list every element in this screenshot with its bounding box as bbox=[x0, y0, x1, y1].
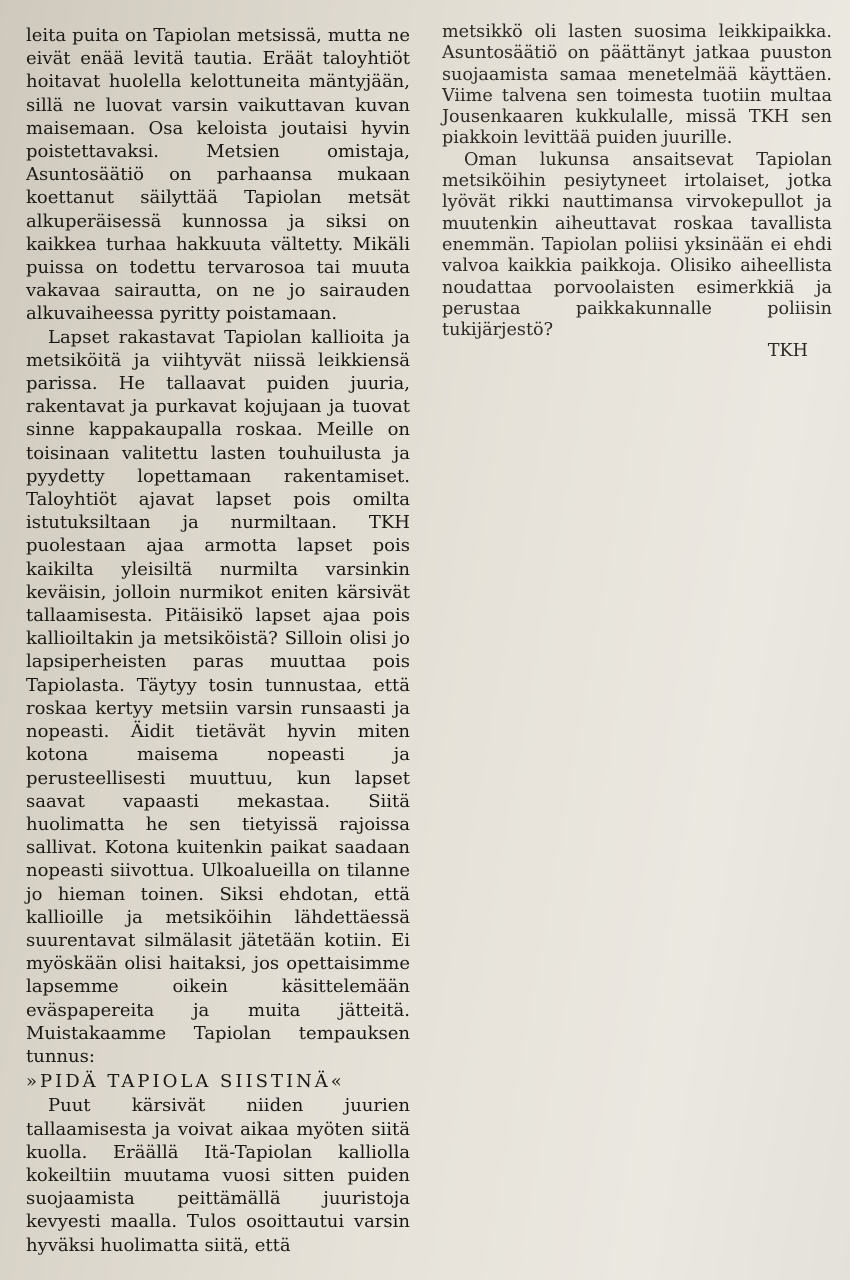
paragraph-tree-protection: metsikkö oli lasten suosima leikkipaikka. Asuntosäätiö on päättänyt jatkaa puuston suojaamista samaa menetelmää käyttäen. Viime talvena sen toimesta tuotiin multaa Jousenkaaren kukkulalle, missä TKH sen piakkoin levittää puiden juurille. bbox=[442, 22, 832, 149]
paragraph-trees-and-forests: leita puita on Tapiolan metsissä, mutta ne eivät enää levitä tautia. Eräät taloyhtiöt hoitavat huolella kelottuneita mäntyjään, sillä ne luovat varsin vaikuttavan kuvan maisemaan. Osa keloista joutaisi hyvin poistettavaksi. Metsien omistaja, Asuntosäätiö on parhaansa mukaan koettanut säilyttää Tapiolan metsät alkuperäisessä kunnossa ja siksi on kaikkea turhaa hakkuuta vältetty. Mikäli puissa on todettu tervarosoa tai muuta vakavaa sairautta, on ne jo sairauden alkuvaiheessa pyritty poistamaan. bbox=[26, 25, 410, 325]
right-column bbox=[442, 22, 832, 363]
paragraph-children-play: Lapset rakastavat Tapiolan kallioita ja metsiköitä ja viihtyvät niissä leikkiensä parissa. He tallaavat puiden juuria, rakentavat ja purkavat kojujaan ja tuovat sinne kappakaupalla roskaa. Meille on toisinaan valitettu lasten touhuilusta ja pyydetty lopettamaan rakentamiset. Taloyhtiöt ajavat lapset pois omilta istutuksiltaan ja nurmiltaan. TKH puolestaan ajaa armotta lapset pois kaikilta yleisiltä nurmilta varsinkin keväisin, jolloin nurmikot eniten kärsivät tallaamisesta. Pitäisikö lapset ajaa pois kallioiltakin ja metsiköistä? Silloin olisi jo lapsiperheisten paras muuttaa pois Tapiolasta. Täytyy tosin tunnustaa, että roskaa kertyy metsiin varsin runsaasti ja nopeasti. Äidit tietävät hyvin miten kotona maisema nopeasti ja perusteellisesti muuttuu, kun lapset saavat vapaasti mekastaa. Siitä huolimatta he sen tietyissä rajoissa sallivat. Kotona kuitenkin paikat saadaan nopeasti siivottua. Ulkoalueilla on tilanne jo hieman toinen. Siksi ehdotan, että kallioille ja metsiköihin lähdettäessä suurentavat silmälasit jätetään kotiin. Ei myöskään olisi haitaksi, jos opettaisimme lapsemme oikein käsittelemään eväspapereita ja muita jätteitä. Muistakaamme Tapiolan tempauksen tunnus: bbox=[26, 326, 410, 1067]
author-signature: TKH bbox=[767, 341, 808, 362]
campaign-slogan: »PIDÄ TAPIOLA SIISTINÄ« bbox=[26, 1071, 345, 1093]
paragraph-root-damage: Puut kärsivät niiden juurien tallaamisesta ja voivat aikaa myöten siitä kuolla. Eräällä Itä-Tapiolan kalliolla kokeiltiin muutama vuosi sitten puiden suojaamista peittämällä juuristoja kevyesti maalla. Tulos osoittautui varsin hyväksi huolimatta siitä, että bbox=[26, 1095, 410, 1256]
left-column bbox=[26, 24, 410, 1257]
paragraph-vagrants: Oman lukunsa ansaitsevat Tapiolan metsiköihin pesiytyneet irtolaiset, jotka lyövät rikki nauttimansa virvokepullot ja muutenkin aiheuttavat roskaa tavallista enemmän. Tapiolan poliisi yksinään ei ehdi valvoa kaikkia paikkoja. Olisiko aiheellista noudattaa porvoolaisten esimerkkiä ja perustaa paikkakunnalle poliisin tukijärjestö? bbox=[442, 149, 832, 341]
